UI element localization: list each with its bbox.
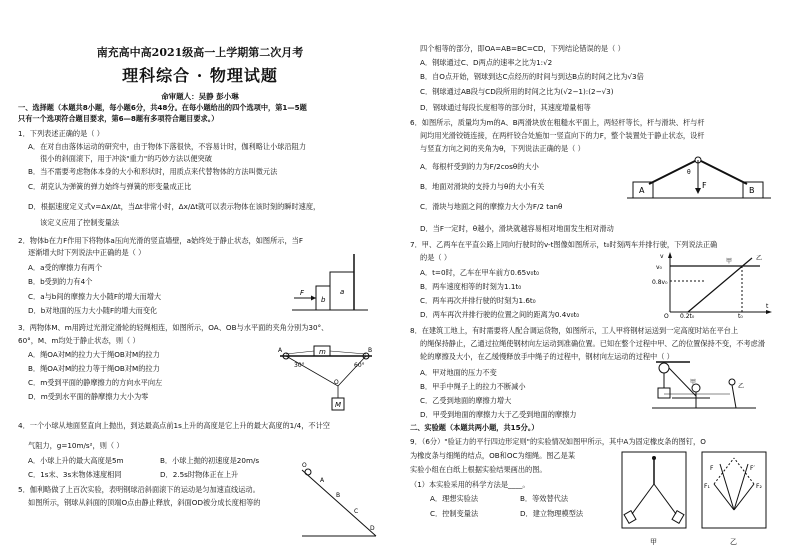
q5-fig-label-A: A (320, 477, 325, 484)
q7-fig-label-08v0: 0.8v₀ (652, 279, 668, 286)
q7-fig-label-02t0: 0.2t₀ (680, 313, 695, 318)
q9-fig-label-Fprime: F′ (750, 465, 755, 472)
q2-option-c: C．a与b间的摩擦力大小随F的增大而增大 (28, 292, 162, 301)
q9-option-b: B．等效替代法 (520, 494, 569, 503)
q9-sub-question-1: （1）本实验采用的科学方法是____。 (410, 480, 530, 489)
q2-option-d: D．b对地面的压力大小随F的增大而变化 (28, 306, 158, 315)
q7-fig-label-t0: t₀ (738, 313, 743, 318)
q3-figure (276, 340, 376, 414)
q7-fig-axis-v: v (660, 253, 664, 260)
q2-stem: 2．物体b在力F作用下将物体a压向光滑的竖直墙壁，a始终处于静止状态，如图所示，当F (18, 236, 303, 245)
subject-title: 理科综合 · 物理试题 (122, 66, 278, 85)
q5-option-c: C．钢球通过AB段与CD段所用的时间之比为(√2−1):(2−√3) (420, 87, 614, 96)
q7-fig-axis-t: t (766, 303, 769, 310)
q5-stem: 5．伽利略做了上百次实验，表明钢球沿斜面滚下的运动是匀加速直线运动。 (18, 485, 260, 494)
q8-option-d: D．甲受到地面的摩擦力大于乙受到地面的摩擦力 (420, 410, 577, 419)
q5-stem-cont: 如图所示，钢球从斜面的顶端O点由静止释放，斜面OD被分成长度相等的 (28, 498, 261, 507)
q6-stem: 6．如图所示，质量均为m的A、B两滑块放在粗糙水平面上，两轻杆等长，杆与滑块、杆与杆 (410, 118, 705, 127)
q9-stem-cont-2: 实验小组在白纸上根据实验结果画出的图。 (410, 465, 547, 474)
q2-stem-cont: 逐渐增大时下列说法中正确的是（ ） (28, 248, 146, 257)
q9-stem-cont: 为橡皮条与细绳的结点，OB和OC为细绳。图乙是某 (410, 451, 576, 460)
school-title: 南充高中高2021级高一上学期第二次月考 (96, 46, 304, 59)
q2-fig-label-b: b (321, 296, 326, 304)
q9-figure-jia (618, 448, 692, 548)
q4-option-d: D．2.5s时物体正在上升 (160, 470, 239, 479)
q1-option-b: B．当不需要考虑物体本身的大小和形状时，用质点来代替物体的方法叫微元法 (28, 167, 278, 176)
q6-fig-label-B: B (749, 186, 755, 195)
q9-stem: 9．（6分）"验证力的平行四边形定则"的实验情况如图甲所示，其中A为固定橡皮条的图钉，O (410, 437, 706, 446)
q5-figure (300, 462, 380, 542)
q1-option-a: A．在对自由落体运动的研究中，由于物体下落很快，不容易计时，伽利略让小球沿阻力 (28, 142, 307, 151)
q7-figure (652, 250, 774, 318)
q6-option-d: D．当F一定时，θ越小，滑块就越容易相对地面发生相对滑动 (420, 224, 614, 233)
q2-option-b: B．b受到的力有4个 (28, 277, 93, 286)
q7-option-d: D．两车再次并排行驶的位置之间的距离为0.4v₀t₀ (420, 310, 580, 319)
q5-fig-label-C: C (354, 508, 359, 515)
q9-option-a: A．理想实验法 (430, 494, 479, 503)
q8-stem: 8．在建筑工地上，有时需要将人配合调运货物，如图所示，工人甲将钢材运送到一定高度时站在平台上 (410, 326, 739, 335)
q7-stem-cont: 的是（ ） (420, 253, 452, 262)
q4-option-c: C．1s末、3s末物体速度相同 (28, 470, 122, 479)
q8-option-c: C．乙受到地面的摩擦力增大 (420, 396, 512, 405)
q4-option-a: A．小球上升的最大高度是5m (28, 456, 124, 465)
q5-option-b: B．自O点开始，钢球到达C点经历的时间与到达B点的时间之比为√3倍 (420, 72, 644, 81)
q3-stem: 3．两物体M、m用跨过光滑定滑轮的轻绳相连，如图所示，OA、OB与水平面的夹角分别为30°、 (18, 323, 329, 332)
q9-figure-yi (698, 448, 772, 548)
q5-fig-label-O: O (302, 462, 307, 469)
q3-option-a: A．绳OA对M的拉力大于绳OB对M的拉力 (28, 350, 160, 359)
q7-fig-label-jia: 甲 (726, 258, 733, 265)
q7-fig-origin: O (664, 313, 669, 318)
q2-figure (290, 252, 370, 314)
q9-fig-caption-jia: 甲 (650, 538, 657, 546)
q3-fig-label-A: A (278, 347, 283, 354)
q6-option-b: B．地面对滑块的支持力与θ的大小有关 (420, 182, 545, 191)
q4-option-b: B．小球上抛的初速度是20m/s (160, 456, 260, 465)
q1-option-d-cont: 该定义应用了控制变量法 (40, 218, 120, 227)
q8-fig-label-yi: 乙 (738, 383, 745, 390)
q8-stem-cont: 的绳保持静止，乙通过拉绳使钢材向左运动到准确位置。已知在整个过程中甲、乙的位置保持不变，不考虑滑 (420, 339, 766, 348)
q7-option-a: A．t=0时，乙车在甲车前方0.65v₀t₀ (420, 268, 540, 277)
q5-fig-label-B: B (336, 492, 341, 499)
q5-stem-cont-2: 四个相等的部分，即OA=AB=BC=CD，下列结论错误的是（ ） (420, 44, 625, 53)
q3-option-c: C．m受到平面的静摩擦力的方向水平向左 (28, 378, 163, 387)
q9-option-d: D．建立物理模型法 (520, 509, 584, 518)
q6-option-c: C．滑块与地面之间的摩擦力大小为F/2 tanθ (420, 202, 563, 211)
q3-fig-label-M: M (335, 401, 342, 409)
q3-fig-angle-60: 60° (354, 362, 365, 369)
q3-fig-label-O: O (334, 379, 339, 386)
q3-fig-angle-30: 30° (294, 362, 305, 369)
q6-fig-label-theta: θ (687, 169, 691, 176)
q6-fig-label-F: F (702, 181, 707, 190)
q9-fig-label-F: F (710, 465, 714, 472)
q6-stem-cont-2: 与竖直方向之间的夹角为θ，下列说法正确的是（ ） (420, 144, 585, 153)
section2-heading: 二、实验题（本题共两小题，共15分。） (410, 423, 539, 432)
section1-heading-2: 只有一个选项符合题目要求，第6—8题有多项符合题目要求。） (18, 114, 219, 123)
q9-fig-label-F1: F₁ (704, 483, 710, 490)
q9-option-c: C．控制变量法 (430, 509, 479, 518)
q3-fig-label-B: B (368, 347, 373, 354)
q6-figure (625, 152, 775, 204)
q2-fig-label-a: a (340, 288, 345, 296)
q4-stem: 4．一个小球从地面竖直向上抛出，到达最高点前1s上升的高度是它上升的最大高度的1/4，不计空 (18, 421, 330, 430)
q6-fig-label-A: A (639, 186, 645, 195)
q1-option-a-cont: 很小的斜面滚下，用于冲淡"重力"的巧妙方法以便突破 (40, 154, 212, 163)
q5-fig-label-D: D (370, 525, 375, 532)
q3-stem-cont: 60°，M、m均处于静止状态，则（ ） (18, 336, 140, 345)
q7-stem: 7．甲、乙两车在平直公路上同向行驶时的v-t图像如图所示，t₀时刻两车并排行驶，下列说法正确 (410, 240, 718, 249)
q9-fig-caption-yi: 乙 (730, 538, 737, 546)
q1-option-c: C．胡克认为弹簧的弹力始终与弹簧的形变量成正比 (28, 182, 192, 191)
q8-option-b: B．甲手中绳子上的拉力不断减小 (420, 382, 526, 391)
q3-fig-label-m: m (319, 348, 326, 356)
q5-option-d: D．钢球通过每段长度相等的部分时，其速度增量相等 (420, 103, 591, 112)
q4-stem-cont: 气阻力，g=10m/s²，则（ ） (28, 441, 124, 450)
q8-figure (650, 358, 760, 414)
q8-option-a: A．甲对地面的压力不变 (420, 368, 497, 377)
q6-option-a: A．每根杆受到的力为F/2cosθ的大小 (420, 162, 539, 171)
q8-stem-cont-2: 轮的摩擦及大小，在乙缓慢释放手中绳子的过程中，钢材向左运动的过程中（ ） (420, 352, 674, 361)
q1-option-d: D．根据速度定义式v=Δx/Δt，当Δt非常小时，Δx/Δt就可以表示物体在该时刻的瞬时速度， (28, 202, 321, 211)
q7-fig-label-v0: v₀ (656, 264, 662, 271)
authors-line: 命审题人：吴静 彭小琳 (161, 92, 239, 101)
q3-option-b: B．绳OA对M的拉力等于绳OB对M的拉力 (28, 364, 160, 373)
q1-stem: 1．下列表述正确的是（ ） (18, 129, 104, 138)
q5-option-a: A．钢球通过C、D两点的速率之比为1:√2 (420, 58, 553, 67)
q6-stem-cont: 间均用光滑铰链连接，在两杆铰合处施加一竖直向下的力F，整个装置处于静止状态，设杆 (420, 131, 705, 140)
q8-fig-label-jia: 甲 (690, 379, 697, 386)
q7-option-c: C．两车再次并排行驶的时刻为1.6t₀ (420, 296, 536, 305)
q9-fig-label-F2: F₂ (756, 483, 762, 490)
q3-option-d: D．m受到水平面的静摩擦力大小为零 (28, 392, 149, 401)
q2-option-a: A．a受的摩擦力有两个 (28, 263, 103, 272)
section1-heading: 一、选择题（本题共8小题，每小题6分，共48分。在每小题给出的四个选项中，第1—5题 (18, 103, 307, 112)
q2-fig-label-F: F (300, 289, 305, 297)
q7-option-b: B．两车速度相等的时刻为1.1t₀ (420, 282, 522, 291)
q7-fig-label-yi: 乙 (756, 255, 763, 262)
